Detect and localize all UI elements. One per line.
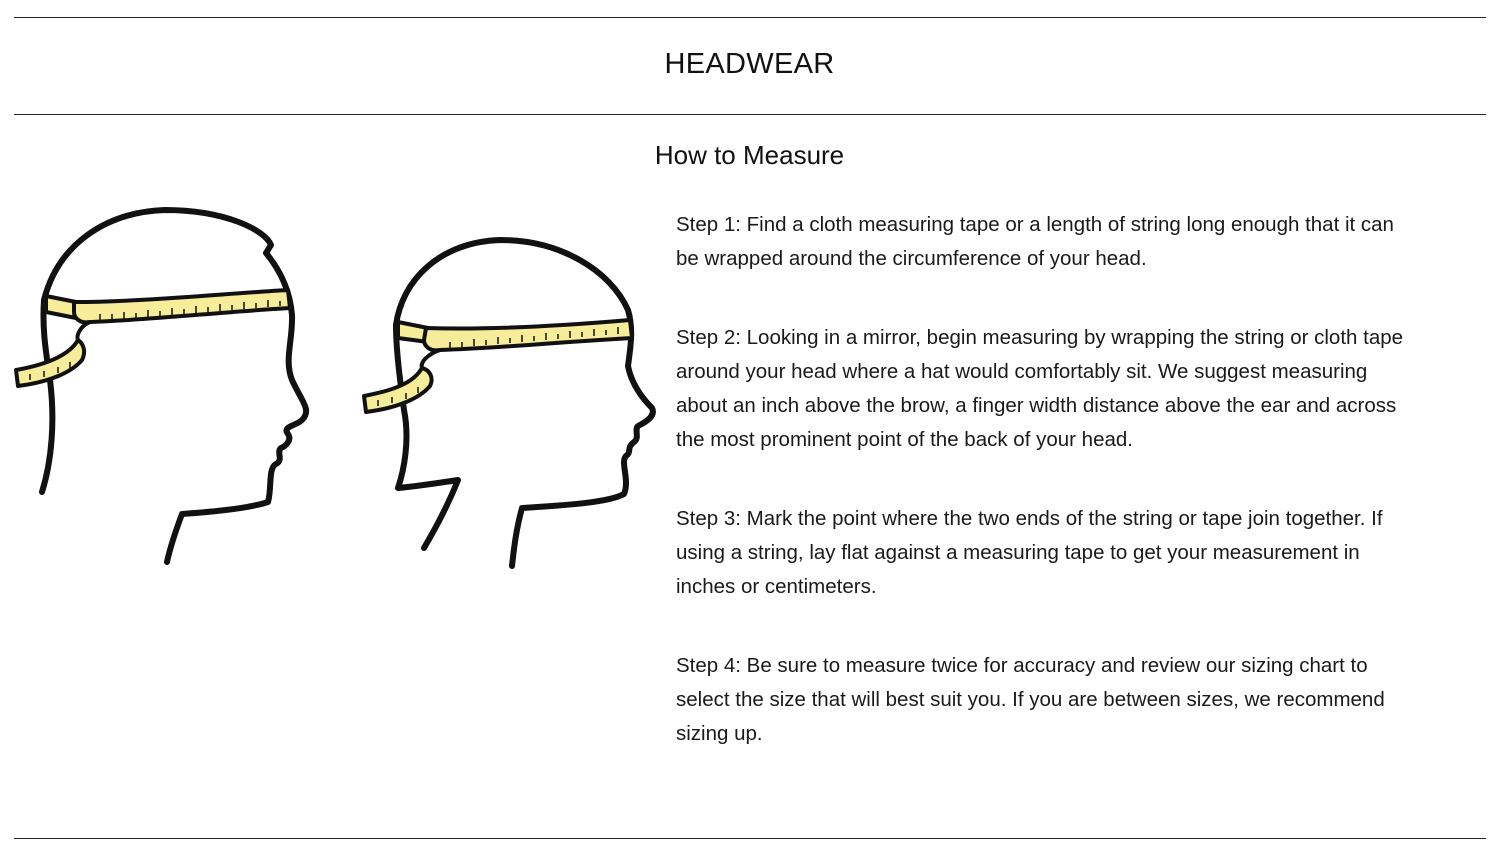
step-4: Step 4: Be sure to measure twice for accuracy and review our sizing chart to select the size that will best suit you. If you are between sizes, we recommend sizing up. <box>676 653 1385 746</box>
measuring-tape-loop <box>422 350 440 368</box>
head-measuring-illustration <box>0 190 670 590</box>
step-2: Step 2: Looking in a mirror, begin measuring by wrapping the string or cloth tape around your head where a hat would comfortably sit. We suggest measuring about an inch above the brow, a finger width distance above the ear and across the most prominent point of the back of your head. <box>676 325 1404 452</box>
head-back-outline <box>42 300 52 492</box>
measuring-tape-end <box>16 340 84 386</box>
head-outline <box>396 240 653 566</box>
bottom-divider <box>14 838 1486 839</box>
head-outline <box>44 210 306 562</box>
title-divider <box>14 114 1486 115</box>
page-title: HEADWEAR <box>664 48 835 80</box>
step-1: Step 1: Find a cloth measuring tape or a length of string long enough that it can be wrapped around the circumference of your head. <box>676 213 1394 271</box>
measuring-tape-band <box>424 320 632 350</box>
steps-list <box>676 208 1411 796</box>
step-3: Step 3: Mark the point where the two ends of the string or tape join together. If using a string, lay flat against a measuring tape to get your measurement in inches or centimeters. <box>676 506 1383 599</box>
measuring-tape-loop <box>78 322 91 340</box>
head-measuring-tape-icon <box>364 240 653 566</box>
measuring-tape <box>46 296 76 318</box>
section-heading: How to Measure <box>654 140 845 170</box>
head-measuring-tape-icon <box>16 210 306 562</box>
top-divider <box>14 17 1486 18</box>
measuring-tape-band <box>74 290 290 322</box>
